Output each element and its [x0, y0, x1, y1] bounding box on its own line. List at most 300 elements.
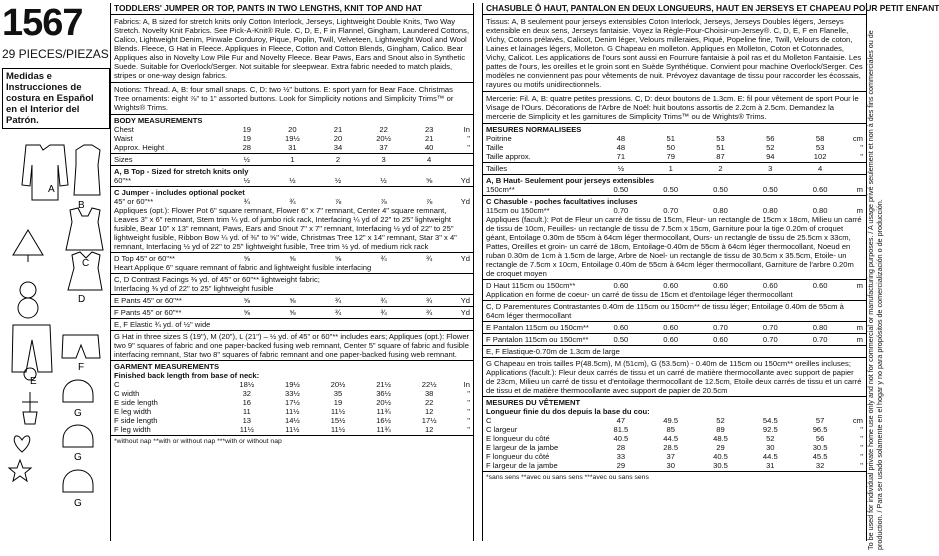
row-label: C width	[114, 389, 140, 398]
yardage-title: C Jumper - includes optional pocket	[114, 188, 245, 197]
spanish-note: Medidas e Instrucciones de costura en Español en el Interior del Patrón.	[2, 68, 110, 129]
row-value: 52	[766, 143, 775, 152]
column-title: CHASUBLE Ô HAUT, PANTALON EN DEUX LONGUEURS, HAUT EN JERSEYS ET CHAPEAU POUR PETIT ENFANT	[483, 3, 866, 15]
row-unit: "	[467, 134, 470, 143]
row-value: 0.60	[613, 323, 629, 332]
row-value: 40.5	[613, 434, 629, 443]
row-label: F side length	[114, 416, 158, 425]
yardage-block	[483, 175, 866, 196]
garment-row	[486, 461, 863, 470]
row-unit: "	[467, 389, 470, 398]
body-row	[114, 143, 470, 152]
row-unit: "	[467, 416, 470, 425]
row-value: 40	[424, 143, 434, 152]
row-values	[224, 125, 452, 134]
row-value: 57	[815, 416, 825, 425]
row-label: E leg width	[114, 407, 152, 416]
yardage-block	[111, 307, 473, 319]
row-label: F Pantalon 115cm ou 150cm**	[486, 335, 589, 344]
pattern-number: 1567	[2, 2, 83, 44]
row-value: 56	[815, 434, 825, 443]
row-label: Tailles	[486, 164, 508, 173]
row-value: 30	[666, 461, 675, 470]
row-unit: "	[860, 434, 863, 443]
body-row	[486, 134, 863, 143]
row-value: 18½	[239, 380, 255, 389]
row-value: 0.80	[812, 206, 828, 215]
row-value: 0.60	[762, 281, 778, 290]
row-value: ⅝	[334, 254, 342, 263]
usage-disclaimer: To be used for individual private home use only and not for commercial or manufacturing purposes. / A usage privé seulement et non à des fins commerciales ou de production. / Para ser usado solamente en el hogar y no para propósitos de comercialización o de producción.	[866, 30, 884, 550]
row-value: 4	[817, 164, 823, 173]
row-unit	[845, 347, 863, 356]
yardage-block	[111, 331, 473, 361]
row-value: 0.60	[713, 335, 728, 344]
row-value: 0.70	[663, 206, 679, 215]
yardage-detail: Application en forme de coeur- un carré de tissu de 15cm et d'entoilage léger thermocollant	[486, 290, 793, 299]
notions-text: Notions: Thread. A, B: four small snaps. C, D: two ½" buttons. E: sport yarn for Bear Face. Christmas Tree ornaments: eight ⅞" to 1" assorted buttons. Look for Simplicity notions and Simplicity Trims™ or Wrights® Trims.	[111, 83, 473, 115]
yardage-block	[111, 274, 473, 295]
yardage-row	[486, 347, 863, 356]
body-row	[114, 125, 470, 134]
yardage-block	[483, 346, 866, 358]
row-value: 19½	[285, 134, 300, 143]
row-label: Approx. Height	[114, 143, 165, 152]
row-value: ¾	[380, 254, 387, 263]
body-measurements-heading: MESURES NORMALISEES	[486, 125, 582, 134]
row-unit: "	[860, 443, 863, 452]
notions-text: Mercerie: Fil. A, B: quatre petites pressions. C, D: deux boutons de 1.3cm. E: fil pour vêtement de sport Pour le Visage de l'Ours. Décorations de l'Arbre de Noël: huit boutons assortis de 2.2cm à 2.5cm. Demandez la mercerie de Simplicity et les garnitures de Simplicity Trims™ ou de Wrights® Trims.	[483, 92, 866, 124]
row-values	[596, 461, 845, 470]
row-values	[224, 389, 452, 398]
row-label: E Pants 45" or 60"**	[114, 296, 182, 305]
row-unit: m	[856, 335, 863, 344]
row-value: 21½	[376, 380, 391, 389]
row-values	[596, 143, 845, 152]
row-value: 81.5	[613, 425, 629, 434]
garment-row	[486, 425, 863, 434]
row-label: E longueur du côté	[486, 434, 550, 443]
garment-measurements	[111, 361, 473, 436]
yardage-row	[114, 197, 470, 206]
footnote: *sans sens **avec ou sans sens ***avec ou sans sens	[486, 474, 649, 481]
yardage-title: C Chasuble - poches facultatives incluses	[486, 197, 638, 206]
column-title: TODDLERS' JUMPER OR TOP, PANTS IN TWO LENGTHS, KNIT TOP AND HAT	[111, 3, 473, 15]
yardage-detail: Interfacing ⅜ yd of 22" to 25" lightweight fusible	[114, 284, 274, 293]
row-value: 17½	[285, 398, 300, 407]
jumper-c-shape	[66, 208, 103, 250]
row-unit: m	[856, 206, 863, 215]
row-value: 21	[333, 125, 343, 134]
row-unit	[845, 164, 863, 173]
row-unit: Yd	[460, 254, 470, 263]
view-label-b: B	[78, 200, 85, 211]
yardage-detail: G Chapeau en trois tailles P(48.5cm), M (51cm), G (53.5cm) - 0.40m de 115cm ou 150cm** oreilles incluses; Applications (facult.): Fleur deux carrés de tissu et un carré de matière thermocollante avec support de papier de 23cm, Milieu un carré de tissu et d'entoilage thermocollant de 12.5cm, Etoile deux carrés de tissu et un carré de tissu et de matière thermocollante avec support de papier de 20.5cm	[486, 359, 862, 395]
row-value: 38	[424, 389, 434, 398]
row-label: E, F Elastique-0.70m de 1.3cm de large	[486, 347, 620, 356]
row-value: 0.60	[663, 335, 679, 344]
yardage-row	[486, 335, 863, 344]
row-value: ¾	[334, 296, 342, 305]
yardage-block	[483, 196, 866, 280]
row-values	[224, 320, 452, 329]
tree-applique-shape	[13, 230, 43, 262]
garment-measurements	[483, 397, 866, 472]
row-label: D Haut 115cm ou 150cm**	[486, 281, 576, 290]
row-values	[596, 281, 845, 290]
row-unit: "	[467, 143, 470, 152]
yardage-block	[483, 322, 866, 334]
row-values	[224, 407, 452, 416]
row-values	[224, 416, 452, 425]
row-label: E largeur de la jambe	[486, 443, 559, 452]
body-row	[486, 143, 863, 152]
yardage-block	[111, 253, 473, 274]
heart-applique-shape	[14, 436, 30, 452]
row-value: 16	[242, 398, 252, 407]
row-value: 102	[813, 152, 827, 161]
row-value: 49.5	[663, 416, 679, 425]
fabrics-text: Fabrics: A, B sized for stretch knits only Cotton Interlock, Jerseys, Lightweight Double Knits, Two Way Stretch. Novelty Knit Fabrics. See Pick-A-Knit® Rule. C, D, E, F in Flannel, Gingham, Laundered Cottons, Calico, Lightweight Denim, Pinwale Corduroy, Pique, Poplin, Twill, Velveteen, Lightweight Wool and Wool Blends. Fleece, G Hat in Fleece. Appliques in Fleece, Cotton and Cotton Blends, Gingham, Calico. Bear Appliques also in Novelty Low Pile Fur and Novelty Fleece. Bear Paws, Ears and Snout also in Synthetic Suede. Suitable for Overlock/Serger. Not suitable for sleepwear. Extra fabric needed to match plaids, stripes or one-way design fabrics.	[111, 15, 473, 83]
row-value: 79	[666, 152, 675, 161]
yardage-detail: Appliques (facult.): Pot de Fleur un carré de tissu de 15cm, Fleur- un rectangle de 15cm x 18cm, Milieu un carré de tissu de 10cm, Feuilles- un rectangle de tissu de 7.5cm x 15cm, Garniture pour la tige 0.20m of croquet géant, Entoilage 0.30m de 55cm à 64cm léger thermocollant, Ours- un rectangle de tissu de 25.5cm x 33cm, Pattes, Oreilles et groin- un carré de 18cm, Entoilage-0.40m de 55cm à 64cm léger thermocollant, Noeud en ruban 0.30m de 1cm à 1.5cm de large, Arbre de Noel- un rectangle de tissu de 30.5cm x 35.5cm, Etoile- un rectangle de 7.5cm x 10cm, Entoilage 0.40m de 55cm à 64cm léger thermocollant, Garniture de l'arbre 0.20m de croquet moyen	[486, 215, 862, 278]
row-value: ¾	[426, 308, 433, 317]
row-value: 0.50	[613, 185, 629, 194]
row-values	[596, 347, 845, 356]
row-value: 0.50	[762, 185, 778, 194]
row-label: F leg width	[114, 425, 151, 434]
row-value: 0.70	[762, 335, 778, 344]
yardage-title: A, B Top - Sized for stretch knits only	[114, 167, 249, 176]
row-value: 71	[616, 152, 626, 161]
row-value: 20½	[376, 398, 391, 407]
row-label: Waist	[114, 134, 133, 143]
yardage-block	[483, 301, 866, 322]
row-value: 33½	[285, 389, 300, 398]
row-label: 60"**	[114, 176, 132, 185]
row-value: 21	[424, 134, 434, 143]
yardage-detail: C, D Parementures Contrastantes 0.40m de 115cm ou 150cm** de tissu léger; Entoilage 0.40m de 55cm à 64cm léger thermocollant	[486, 302, 844, 320]
row-values	[224, 197, 452, 206]
pants-f-shape	[62, 335, 100, 358]
row-value: 48.5	[713, 434, 728, 443]
row-value: 2	[335, 155, 341, 164]
row-unit: In	[463, 380, 470, 389]
view-label-c: C	[82, 258, 90, 269]
row-value: 11¾	[376, 425, 391, 434]
garment-row	[114, 416, 470, 425]
row-label: E, F Elastic ¾ yd. of ½" wide	[114, 320, 211, 329]
row-values	[224, 254, 452, 263]
garment-row	[486, 452, 863, 461]
row-value: 19	[242, 125, 252, 134]
row-values	[596, 452, 845, 461]
hat-g1-shape	[63, 380, 93, 402]
row-value: ⅝	[426, 176, 433, 185]
row-value: 0.70	[762, 323, 778, 332]
row-values	[224, 176, 452, 185]
row-label: C, D Contrast Facings ⅜ yd. of 45" or 60"** lightweight fabric;	[114, 275, 320, 284]
row-value: 37	[666, 452, 675, 461]
row-value: 45.5	[812, 452, 828, 461]
row-value: ½	[617, 164, 625, 173]
row-value: 92.5	[762, 425, 778, 434]
row-value: 44.5	[762, 452, 778, 461]
row-values	[596, 416, 845, 425]
row-value: ⅞	[334, 197, 342, 206]
yardage-block	[111, 187, 473, 253]
row-value: 29	[716, 443, 725, 452]
row-values	[596, 335, 845, 344]
row-value: 36½	[376, 389, 391, 398]
row-unit: "	[860, 452, 863, 461]
row-unit: "	[467, 425, 470, 434]
row-value: 22	[379, 125, 388, 134]
row-value: ¾	[243, 197, 250, 206]
row-value: 0.50	[613, 335, 629, 344]
row-value: 51	[666, 134, 675, 143]
row-value: 23	[424, 125, 434, 134]
row-unit: Yd	[460, 296, 470, 305]
fabrics-text: Tissus: A, B seulement pour jerseys extensibles Coton Interlock, Jerseys, Jerseys Doubles légers, Jerseys extensible en deux sens, Jerseys fantaisie. Voyez la Règle-Pour-Choisir-un-Jersey®. C, D, E, F en Flanelle, Vichy, Cotons prélavés, Calicot, Denim léger, Velours milleraies, Piqué, Popeline fine, Twill, Velours de coton, Laines et lainages légers, Molleton. G Chapeau en molleton. Appliques en Molleton, Coton et Cotonnades, Vichy, Calicot. Les applications de l'ours sont aussi en Fourrure fantaisie à poil ras et du Molleton Fantaisie. Les pattes de l'ours, les oreilles et le groin sont en Suède Synthétique. Convient pour machine Overlock/Serger. Ces modèles ne conviennent pas pour vêtements de nuit. Prévoyez davantage de tissu pour raccorder les écossais, rayures ou motifs unidirectionnels.	[483, 15, 866, 92]
garment-heading: GARMENT MEASUREMENTS	[114, 362, 220, 371]
row-value: 3	[768, 164, 773, 173]
garment-row	[114, 380, 470, 389]
row-value: 54.5	[762, 416, 778, 425]
sizes-row	[486, 164, 863, 173]
view-label-g2: G	[74, 452, 82, 463]
garment-row	[114, 398, 470, 407]
row-value: 32	[242, 389, 252, 398]
row-value: ¾	[289, 197, 296, 206]
row-value: 34	[333, 143, 343, 152]
row-value: 30.5	[713, 461, 728, 470]
garment-row	[114, 425, 470, 434]
row-values	[224, 275, 452, 284]
row-value: 33	[616, 452, 626, 461]
row-value: 15½	[330, 416, 346, 425]
view-illustrations	[8, 140, 108, 540]
row-values	[224, 425, 452, 434]
yardage-block	[483, 358, 866, 397]
row-value: 96.5	[812, 425, 828, 434]
row-value: 56	[766, 134, 775, 143]
row-value: 0.60	[713, 281, 728, 290]
sizes-row	[114, 155, 470, 164]
row-value: 28	[242, 143, 252, 152]
row-value: ⅝	[289, 308, 296, 317]
yardage-row	[486, 323, 863, 332]
garment-heading: MESURES DU VÊTEMENT	[486, 398, 581, 407]
row-value: 0.50	[663, 185, 679, 194]
row-label: 150cm**	[486, 185, 515, 194]
yardage-detail: Heart Applique 6" square remnant of fabric and lightweight fusible interfacing	[114, 263, 372, 272]
yardage-row	[114, 296, 470, 305]
row-value: 11	[242, 407, 251, 416]
row-label: D Top 45" or 60"**	[114, 254, 175, 263]
yardage-block	[111, 295, 473, 307]
row-unit: m	[856, 323, 863, 332]
row-value: 50	[666, 143, 675, 152]
row-label: F longueur du côté	[486, 452, 550, 461]
row-values	[596, 164, 845, 173]
yardage-row	[114, 254, 470, 263]
yardage-detail: Appliques (opt.): Flower Pot 6" square remnant, Flower 6" x 7" remnant, Center 4" square remnant, Leaves 3" x 6" remnant, Stem trim ¼ yd. of jumbo rick rack, Interfacing ¼ yd of 22" to 25" lightweight fusible, Bear 10" x 13" remnant, Paws, Ears and Snout 7" x 7" remnant, Interfacing ½ yd of 22" to 25" lightweight fusible, Ribbon Bow ¼ yd. of ⅜" to ⅝" wide, Christmas Tree 12" x 14" remnant, Star 3" x 4" remnant, Interfacing ½ yd of 22" to 25" lightweight fusible, Tree trim ½ yd. of medium rick rack	[114, 206, 457, 251]
row-value: ⅝	[289, 254, 296, 263]
body-row	[114, 134, 470, 143]
row-value: 44.5	[663, 434, 679, 443]
row-label: F largeur de la jambe	[486, 461, 558, 470]
row-label: C	[114, 380, 120, 389]
row-values	[224, 380, 452, 389]
row-value: ½	[243, 176, 250, 185]
row-value: ⅝	[243, 308, 250, 317]
row-value: 48	[616, 143, 626, 152]
view-label-d: D	[78, 294, 86, 305]
row-value: ⅞	[380, 197, 387, 206]
row-values	[596, 425, 845, 434]
row-label: F Pants 45" or 60"**	[114, 308, 182, 317]
row-value: 85	[666, 425, 675, 434]
row-value: 1	[290, 155, 295, 164]
yardage-block	[111, 319, 473, 331]
row-value: 12	[424, 425, 434, 434]
row-label: E side length	[114, 398, 158, 407]
row-value: 19½	[285, 380, 300, 389]
row-value: 40.5	[713, 452, 728, 461]
row-values	[224, 134, 452, 143]
pieces-count: 29 PIECES/PIEZAS	[2, 47, 109, 61]
row-value: 48	[616, 134, 626, 143]
row-unit: cm	[852, 134, 863, 143]
view-label-e: E	[30, 376, 37, 387]
row-values	[224, 308, 452, 317]
yardage-row	[114, 320, 470, 329]
row-value: 0.60	[613, 281, 629, 290]
row-value: 30.5	[812, 443, 828, 452]
row-value: 0.80	[812, 323, 828, 332]
body-row	[486, 152, 863, 161]
row-value: 14½	[285, 416, 300, 425]
body-measurements	[111, 115, 473, 154]
row-value: 19	[333, 398, 343, 407]
garment-row	[114, 389, 470, 398]
row-value: 20	[288, 125, 297, 134]
row-value: 30	[766, 443, 775, 452]
row-label: E Pantalon 115cm ou 150cm**	[486, 323, 589, 332]
top-a-shape	[22, 145, 68, 200]
row-unit: Yd	[460, 197, 470, 206]
row-value: ¾	[380, 308, 387, 317]
row-value: 13	[242, 416, 252, 425]
english-column	[110, 3, 474, 541]
row-value: 22	[424, 398, 434, 407]
row-unit: m	[856, 185, 863, 194]
garment-row	[486, 434, 863, 443]
row-unit: Yd	[460, 308, 470, 317]
bear-applique-shape	[20, 282, 36, 298]
row-value: 28.5	[663, 443, 679, 452]
row-value: 11½	[239, 425, 254, 434]
row-value: 17½	[421, 416, 437, 425]
row-unit	[452, 275, 470, 284]
row-values	[596, 323, 845, 332]
row-value: ¾	[426, 296, 433, 305]
row-label: 45" or 60"**	[114, 197, 154, 206]
body-measurements-heading: BODY MEASUREMENTS	[114, 116, 203, 125]
views-svg	[8, 140, 108, 540]
row-unit: cm	[852, 416, 863, 425]
yardage-title: A, B Haut- Seulement pour jerseys extensibles	[486, 176, 654, 185]
row-value: 51	[716, 143, 725, 152]
row-value: 37	[379, 143, 388, 152]
hat-g2-shape	[63, 425, 93, 447]
row-unit: "	[860, 425, 863, 434]
view-label-g3: G	[74, 498, 82, 509]
row-value: 11½	[285, 425, 300, 434]
row-value: 47	[616, 416, 626, 425]
row-unit	[452, 320, 470, 329]
row-unit: "	[467, 398, 470, 407]
row-value: 16½	[376, 416, 391, 425]
row-value: ½	[243, 155, 250, 164]
row-value: 0.80	[762, 206, 778, 215]
garment-row	[114, 407, 470, 416]
row-unit: Yd	[460, 176, 470, 185]
footnote: *without nap **with or without nap ***with or without nap	[114, 438, 282, 445]
yardage-row	[114, 308, 470, 317]
row-value: ¾	[426, 254, 433, 263]
row-value: 0.70	[713, 323, 728, 332]
row-value: 0.60	[812, 281, 828, 290]
row-value: 19	[242, 134, 252, 143]
row-values	[596, 443, 845, 452]
row-label: Chest	[114, 125, 134, 134]
view-label-g1: G	[74, 408, 82, 419]
row-value: 11¾	[376, 407, 391, 416]
row-value: 0.80	[713, 206, 728, 215]
hat-g3-shape	[63, 470, 93, 492]
row-value: 94	[766, 152, 775, 161]
sizes-row-wrap	[111, 154, 473, 166]
view-label-f: F	[78, 362, 85, 373]
view-label-a: A	[48, 184, 55, 195]
row-value: 20½	[330, 380, 346, 389]
row-value: 53	[716, 134, 725, 143]
row-unit: "	[860, 461, 863, 470]
row-value: 12	[424, 407, 434, 416]
row-values	[596, 134, 845, 143]
row-value: ⅝	[243, 296, 250, 305]
row-value: 35	[333, 389, 343, 398]
yardage-row	[114, 176, 470, 185]
row-unit: "	[467, 407, 470, 416]
row-value: 11½	[285, 407, 300, 416]
row-value: ½	[380, 176, 387, 185]
yardage-row	[486, 281, 863, 290]
row-value: 31	[288, 143, 297, 152]
row-values	[224, 296, 452, 305]
row-value: 28	[616, 443, 626, 452]
row-unit: "	[860, 143, 863, 152]
yardage-row	[114, 275, 470, 284]
row-value: 0.50	[713, 185, 728, 194]
row-value: 0.60	[812, 185, 828, 194]
row-unit: m	[856, 281, 863, 290]
row-value: ½	[289, 176, 296, 185]
top-b-shape	[74, 145, 100, 195]
row-unit: In	[463, 125, 470, 134]
